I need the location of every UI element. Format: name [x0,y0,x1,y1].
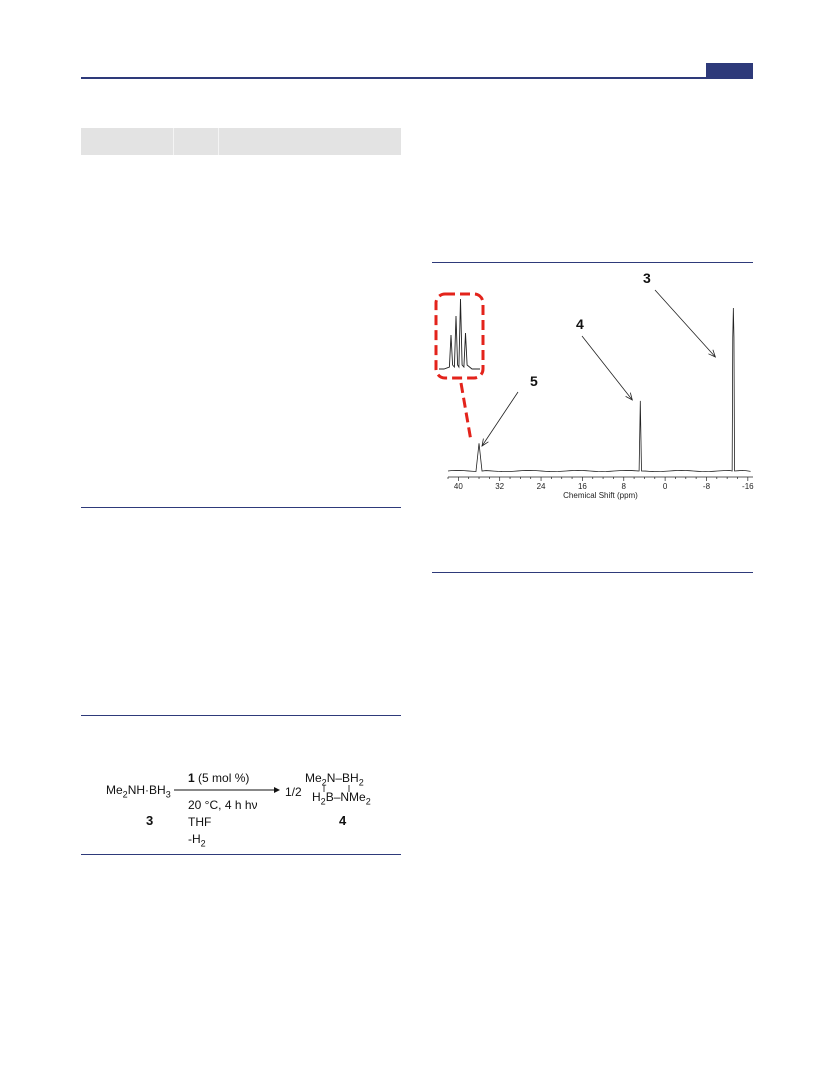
peak-label-4: 4 [576,316,584,332]
peak-arrow-4 [582,336,632,400]
x-axis-title: Chemical Shift (ppm) [563,491,638,500]
product-formula-line1: $Me_2N-BH_2$ [305,771,364,788]
stoichiometric-coefficient: 1/2 [285,785,302,799]
table-header-row [81,128,401,155]
peak-arrow-3 [655,290,715,357]
page-number-tab [706,63,753,77]
reaction-byproduct: $-H_2$ [188,832,206,849]
reactant-formula: $Me_2NH\cdot BH_3$ [106,783,171,800]
x-tick-label: 0 [662,482,668,491]
table-column-divider [218,128,219,155]
figure-top-rule [432,262,753,263]
reaction-solvent: THF [188,815,212,829]
peak-label-5: 5 [530,373,538,389]
table-bottom-rule [81,507,401,508]
x-tick-label: 32 [495,482,505,491]
spectrum-trace [448,308,751,472]
table-column-divider [173,128,174,155]
peak-label-3: 3 [643,270,651,286]
nmr-spectrum-chart [420,265,760,510]
scheme-top-rule [81,715,401,716]
catalyst-label: 1 [188,771,195,785]
x-tick-label: -8 [702,482,711,491]
reaction-conditions: 20 °C, 4 h hν [188,798,258,812]
inset-quartet-trace [439,299,480,369]
catalyst-amount: (5 mol %) [198,771,250,785]
figure-bottom-rule [432,572,753,573]
ring-bonds [322,785,352,793]
product-label: 4 [339,813,347,828]
reaction-arrow [174,786,280,794]
inset-connector [461,383,471,441]
product-formula-line2: $H_2B-NMe_2$ [312,790,371,807]
x-tick-label: 40 [453,482,463,491]
scheme-bottom-rule [81,854,401,855]
header-rule [81,77,753,79]
peak-arrow-5 [482,392,518,446]
x-tick-label: 8 [621,482,626,491]
catalyst-line [188,771,249,785]
x-tick-label: -16 [742,482,754,491]
reactant-label: 3 [146,813,154,828]
x-tick-label: 16 [577,482,587,491]
x-tick-label: 24 [536,482,546,491]
